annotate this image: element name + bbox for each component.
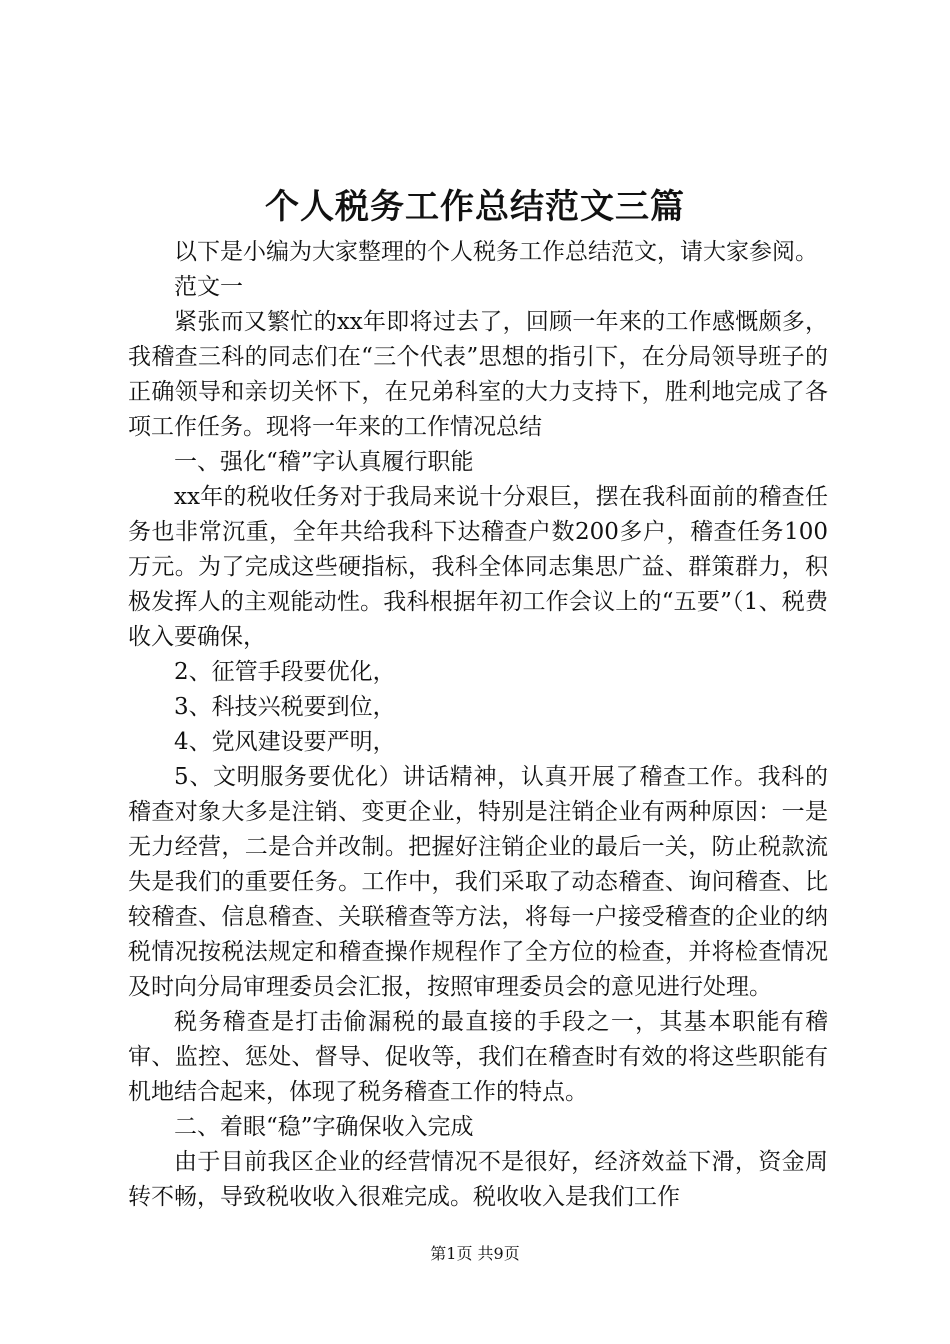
document-title: 个人税务工作总结范文三篇	[265, 187, 685, 227]
list-item: 2、征管手段要优化，	[174, 659, 396, 685]
page-footer: 第1页 共9页	[430, 1244, 520, 1263]
list-item: 4、党风建设要严明，	[174, 729, 396, 755]
section-label: 范文一	[174, 274, 243, 300]
body-paragraph: xx年的税收任务对于我局来说十分艰巨，摆在我科面前的稽查任务也非常沉重，全年共给我科下达稽查户数200多户，稽查任务100万元。为了完成这些硬指标，我科全体同志集思广益、群策群力，积极发挥人的主观能动性。我科根据年初工作会议上的“五要”（1、税费收入要确保，	[128, 484, 828, 650]
document-body	[128, 235, 828, 1215]
body-paragraph: 由于目前我区企业的经营情况不是很好，经济效益下滑，资金周转不畅，导致税收收入很难完成。税收收入是我们工作	[128, 1149, 828, 1210]
section-heading: 一、强化“稽”字认真履行职能	[174, 449, 474, 475]
section-heading: 二、着眼“稳”字确保收入完成	[174, 1114, 474, 1140]
list-item: 3、科技兴税要到位，	[174, 694, 396, 720]
body-paragraph: 5、文明服务要优化）讲话精神，认真开展了稽查工作。我科的稽查对象大多是注销、变更企业，特别是注销企业有两种原因：一是无力经营，二是合并改制。把握好注销企业的最后一关，防止税款流失是我们的重要任务。工作中，我们采取了动态稽查、询问稽查、比较稽查、信息稽查、关联稽查等方法，将每一户接受稽查的企业的纳税情况按税法规定和稽查操作规程作了全方位的检查，并将检查情况及时向分局审理委员会汇报，按照审理委员会的意见进行处理。	[128, 764, 828, 1000]
body-paragraph: 紧张而又繁忙的xx年即将过去了，回顾一年来的工作感慨颇多，我稽查三科的同志们在“三个代表”思想的指引下，在分局领导班子的正确领导和亲切关怀下，在兄弟科室的大力支持下，胜利地完成了各项工作任务。现将一年来的工作情况总结	[128, 309, 828, 440]
body-paragraph: 税务稽查是打击偷漏税的最直接的手段之一，其基本职能有稽审、监控、惩处、督导、促收等，我们在稽查时有效的将这些职能有机地结合起来，体现了税务稽查工作的特点。	[128, 1009, 828, 1105]
intro-paragraph: 以下是小编为大家整理的个人税务工作总结范文，请大家参阅。	[174, 239, 818, 265]
